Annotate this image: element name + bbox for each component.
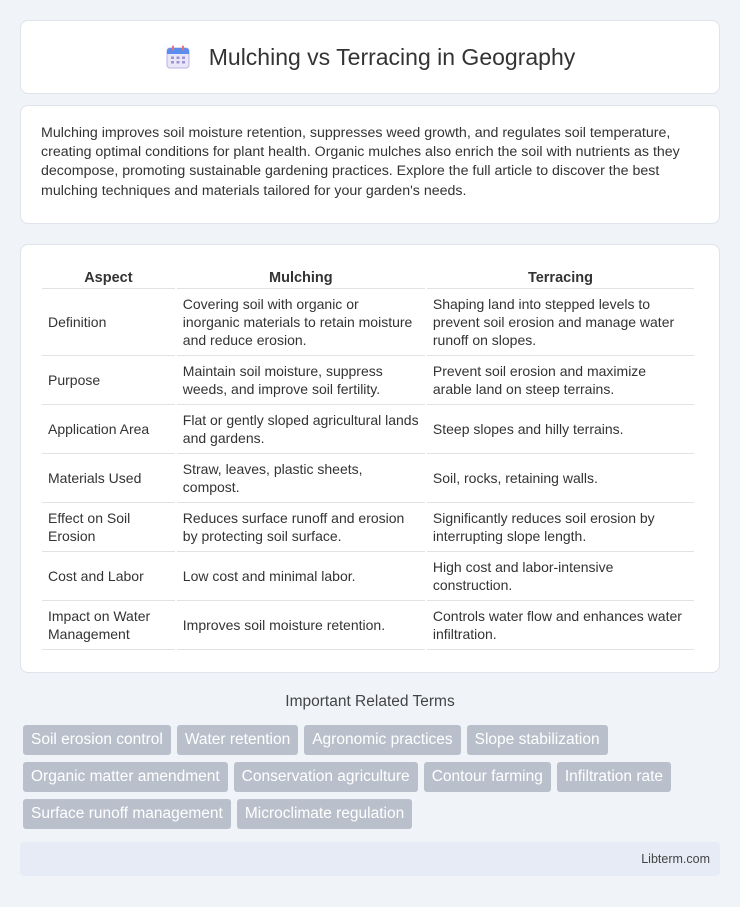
- mulching-cell: Maintain soil moisture, suppress weeds, and improve soil fertility.: [177, 356, 425, 405]
- mulching-cell: Flat or gently sloped agricultural lands and gardens.: [177, 405, 425, 454]
- header-aspect: Aspect: [42, 267, 175, 289]
- aspect-cell: Materials Used: [42, 454, 175, 503]
- table-row: [42, 454, 694, 503]
- intro-text: Mulching improves soil moisture retention, suppresses weed growth, and regulates soil temperature, creating optimal conditions for plant health. Organic mulches also enrich the soil with nutrients as they decompose, promoting sustainable gardening practices. Explore the full article to discover the best mulching techniques and materials tailored for your garden's needs.: [41, 125, 680, 199]
- terracing-cell: Significantly reduces soil erosion by interrupting slope length.: [427, 503, 694, 552]
- header-mulching: Mulching: [177, 267, 425, 289]
- related-term-tag[interactable]: Organic matter amendment: [23, 762, 228, 792]
- aspect-cell: Application Area: [42, 405, 175, 454]
- table-row: [42, 289, 694, 356]
- related-term-tag[interactable]: Water retention: [177, 725, 298, 755]
- related-term-tag[interactable]: Infiltration rate: [557, 762, 671, 792]
- mulching-cell: Covering soil with organic or inorganic materials to retain moisture and reduce erosion.: [177, 289, 425, 356]
- terracing-cell: Steep slopes and hilly terrains.: [427, 405, 694, 454]
- intro-card: [20, 105, 720, 224]
- table-row: [42, 601, 694, 650]
- page-title: Mulching vs Terracing in Geography: [208, 43, 576, 70]
- mulching-cell: Reduces surface runoff and erosion by protecting soil surface.: [177, 503, 425, 552]
- calendar-icon: [165, 44, 191, 70]
- terracing-cell: Shaping land into stepped levels to prevent soil erosion and manage water runoff on slopes.: [427, 289, 694, 356]
- related-terms-list: [23, 725, 723, 829]
- header-terracing: Terracing: [427, 267, 694, 289]
- footer-brand-link[interactable]: Libterm.com: [641, 852, 710, 866]
- mulching-cell: Straw, leaves, plastic sheets, compost.: [177, 454, 425, 503]
- terracing-cell: Controls water flow and enhances water infiltration.: [427, 601, 694, 650]
- terracing-cell: Soil, rocks, retaining walls.: [427, 454, 694, 503]
- table-row: [42, 356, 694, 405]
- header-card: [20, 20, 720, 94]
- table-row: [42, 405, 694, 454]
- related-term-tag[interactable]: Slope stabilization: [467, 725, 608, 755]
- table-row: [42, 503, 694, 552]
- aspect-cell: Impact on Water Management: [42, 601, 175, 650]
- related-term-tag[interactable]: Soil erosion control: [23, 725, 171, 755]
- aspect-cell: Purpose: [42, 356, 175, 405]
- aspect-cell: Effect on Soil Erosion: [42, 503, 175, 552]
- aspect-cell: Definition: [42, 289, 175, 356]
- terracing-cell: Prevent soil erosion and maximize arable land on steep terrains.: [427, 356, 694, 405]
- mulching-cell: Improves soil moisture retention.: [177, 601, 425, 650]
- mulching-cell: Low cost and minimal labor.: [177, 552, 425, 601]
- table-header-row: [42, 267, 694, 289]
- related-term-tag[interactable]: Microclimate regulation: [237, 799, 412, 829]
- comparison-table-card: [20, 244, 720, 673]
- related-term-tag[interactable]: Agronomic practices: [304, 725, 460, 755]
- table-row: [42, 552, 694, 601]
- aspect-cell: Cost and Labor: [42, 552, 175, 601]
- related-term-tag[interactable]: Contour farming: [424, 762, 551, 792]
- footer: [20, 842, 720, 876]
- related-term-tag[interactable]: Surface runoff management: [23, 799, 231, 829]
- comparison-table: [40, 267, 696, 650]
- related-term-tag[interactable]: Conservation agriculture: [234, 762, 418, 792]
- related-terms-title: Important Related Terms: [285, 693, 455, 710]
- terracing-cell: High cost and labor-intensive construction.: [427, 552, 694, 601]
